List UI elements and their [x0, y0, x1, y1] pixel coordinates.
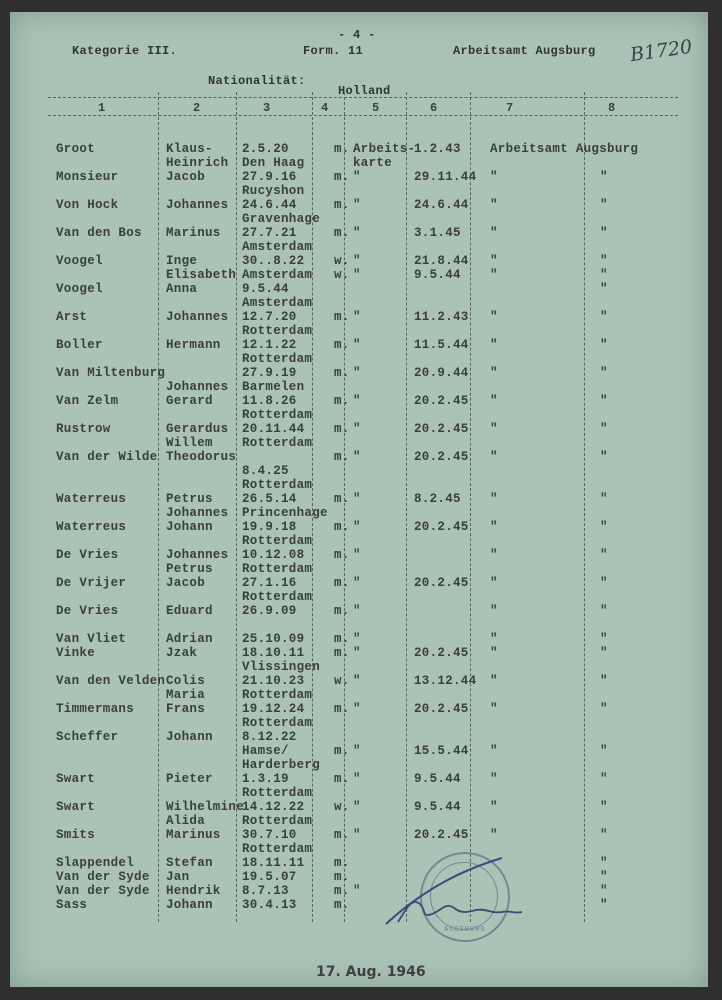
cell-birth: 27.1.16: [242, 576, 297, 590]
cell-ditto: ": [600, 870, 608, 884]
cell-birth: Rotterdam: [242, 352, 313, 366]
column-header-7: 7: [506, 101, 514, 115]
cell-first: Marinus: [166, 828, 221, 842]
cell-first: Hendrik: [166, 884, 221, 898]
cell-name: Groot: [56, 142, 96, 156]
cell-birth: 11.8.26: [242, 394, 297, 408]
cell-ditto: ": [600, 394, 608, 408]
cell-name: Boller: [56, 338, 103, 352]
cell-name: Swart: [56, 800, 96, 814]
cell-date: 15.5.44: [414, 744, 469, 758]
cell-office: ": [490, 366, 498, 380]
cell-card: ": [353, 226, 361, 240]
cell-date: 24.6.44: [414, 198, 469, 212]
cell-birth: Rucyshon: [242, 184, 305, 198]
cell-birth: Rotterdam: [242, 590, 313, 604]
cell-sex: m.: [334, 520, 350, 534]
cell-birth: 26.9.09: [242, 604, 297, 618]
cell-first: Gerard: [166, 394, 213, 408]
column-divider: [158, 92, 159, 922]
cell-birth: 8.12.22: [242, 730, 297, 744]
cell-first: Johannes: [166, 380, 229, 394]
cell-name: Slappendel: [56, 856, 135, 870]
cell-ditto: ": [600, 170, 608, 184]
cell-birth: 12.7.20: [242, 310, 297, 324]
cell-date: 13.12.44: [414, 674, 477, 688]
cell-sex: m.: [334, 310, 350, 324]
cell-ditto: ": [600, 226, 608, 240]
cell-first: Pieter: [166, 772, 213, 786]
cell-office: ": [490, 226, 498, 240]
cell-birth: 30.4.13: [242, 898, 297, 912]
cell-birth: Hamse/: [242, 744, 289, 758]
cell-birth: 9.5.44: [242, 282, 289, 296]
column-divider: [236, 92, 237, 922]
cell-birth: Rotterdam: [242, 688, 313, 702]
cell-birth: 30..8.22: [242, 254, 305, 268]
cell-ditto: ": [600, 674, 608, 688]
column-header-5: 5: [372, 101, 380, 115]
cell-first: Gerardus: [166, 422, 229, 436]
cell-card: ": [353, 268, 361, 282]
cell-card: ": [353, 800, 361, 814]
cell-card: ": [353, 492, 361, 506]
cell-first: Johann: [166, 730, 213, 744]
category-label: Kategorie III.: [72, 44, 178, 58]
cell-ditto: ": [600, 422, 608, 436]
cell-date: 20.2.45: [414, 450, 469, 464]
cell-date: 20.2.45: [414, 394, 469, 408]
cell-card: ": [353, 576, 361, 590]
cell-ditto: ": [600, 254, 608, 268]
cell-ditto: ": [600, 492, 608, 506]
cell-ditto: ": [600, 450, 608, 464]
cell-sex: m.: [334, 548, 350, 562]
stamp-text: AUGSBURG: [444, 926, 486, 934]
cell-card: ": [353, 520, 361, 534]
cell-birth: Harderberg: [242, 758, 321, 772]
cell-ditto: ": [600, 198, 608, 212]
cell-sex: m.: [334, 422, 350, 436]
cell-first: Stefan: [166, 856, 213, 870]
cell-card: ": [353, 884, 361, 898]
cell-name: De Vrijer: [56, 576, 127, 590]
cell-birth: Rotterdam: [242, 786, 313, 800]
cell-office: ": [490, 170, 498, 184]
cell-birth: 26.5.14: [242, 492, 297, 506]
cell-first: Anna: [166, 282, 198, 296]
cell-sex: m.: [334, 856, 350, 870]
cell-office: ": [490, 548, 498, 562]
cell-card: ": [353, 450, 361, 464]
cell-first: Jan: [166, 870, 190, 884]
cell-sex: w.: [334, 674, 350, 688]
cell-office: ": [490, 492, 498, 506]
cell-date: 20.2.45: [414, 828, 469, 842]
cell-ditto: ": [600, 282, 608, 296]
cell-card: karte: [353, 156, 393, 170]
cell-office: ": [490, 604, 498, 618]
cell-ditto: ": [600, 520, 608, 534]
cell-date: 20.2.45: [414, 646, 469, 660]
cell-name: Waterreus: [56, 492, 127, 506]
cell-date: 9.5.44: [414, 268, 461, 282]
cell-name: Vinke: [56, 646, 96, 660]
cell-first: Marinus: [166, 226, 221, 240]
cell-card: ": [353, 702, 361, 716]
received-date-stamp: 17. Aug. 1946: [316, 964, 426, 980]
cell-name: Timmermans: [56, 702, 135, 716]
cell-name: Van den Bos: [56, 226, 142, 240]
cell-birth: 24.6.44: [242, 198, 297, 212]
cell-office: ": [490, 394, 498, 408]
cell-card: ": [353, 338, 361, 352]
cell-first: Petrus: [166, 492, 213, 506]
cell-card: ": [353, 548, 361, 562]
cell-office: ": [490, 632, 498, 646]
cell-sex: m.: [334, 646, 350, 660]
cell-ditto: ": [600, 884, 608, 898]
cell-card: ": [353, 744, 361, 758]
cell-sex: m.: [334, 394, 350, 408]
cell-birth: Den Haag: [242, 156, 305, 170]
cell-birth: 18.11.11: [242, 856, 305, 870]
column-divider: [406, 92, 407, 922]
column-divider: [344, 92, 345, 922]
cell-birth: Rotterdam: [242, 436, 313, 450]
cell-office: ": [490, 268, 498, 282]
cell-birth: 27.9.19: [242, 366, 297, 380]
cell-sex: m.: [334, 702, 350, 716]
cell-sex: m.: [334, 170, 350, 184]
cell-birth: Amsterdam: [242, 240, 313, 254]
cell-birth: Amsterdam: [242, 268, 313, 282]
cell-first: Jacob: [166, 170, 206, 184]
cell-card: ": [353, 366, 361, 380]
cell-office: ": [490, 338, 498, 352]
cell-sex: w.: [334, 254, 350, 268]
cell-birth: Barmelen: [242, 380, 305, 394]
cell-card: ": [353, 604, 361, 618]
cell-birth: Rotterdam: [242, 842, 313, 856]
cell-ditto: ": [600, 268, 608, 282]
cell-sex: m.: [334, 744, 350, 758]
cell-first: Johannes: [166, 310, 229, 324]
cell-birth: Rotterdam: [242, 408, 313, 422]
cell-first: Theodorus: [166, 450, 237, 464]
cell-name: Van Miltenburg: [56, 366, 166, 380]
cell-card: ": [353, 422, 361, 436]
cell-birth: Rotterdam: [242, 814, 313, 828]
cell-sex: m.: [334, 870, 350, 884]
cell-birth: 10.12.08: [242, 548, 305, 562]
cell-first: Alida: [166, 814, 206, 828]
cell-sex: m.: [334, 604, 350, 618]
cell-ditto: ": [600, 646, 608, 660]
cell-office: Arbeitsamt Augsburg: [490, 142, 639, 156]
cell-sex: w.: [334, 800, 350, 814]
cell-date: 9.5.44: [414, 800, 461, 814]
cell-first: Eduard: [166, 604, 213, 618]
cell-card: ": [353, 170, 361, 184]
cell-card: ": [353, 198, 361, 212]
cell-first: Johannes: [166, 506, 229, 520]
column-divider: [584, 92, 585, 922]
cell-name: Van Vliet: [56, 632, 127, 646]
cell-birth: Rotterdam: [242, 478, 313, 492]
cell-card: ": [353, 646, 361, 660]
cell-name: Von Hock: [56, 198, 119, 212]
cell-date: 20.9.44: [414, 366, 469, 380]
cell-first: Johann: [166, 520, 213, 534]
column-header-6: 6: [430, 101, 438, 115]
cell-birth: Rotterdam: [242, 716, 313, 730]
cell-birth: Rotterdam: [242, 562, 313, 576]
cell-first: Frans: [166, 702, 206, 716]
cell-card: Arbeits-: [353, 142, 416, 156]
page-number: - 4 -: [338, 28, 376, 42]
cell-birth: 20.11.44: [242, 422, 305, 436]
cell-sex: m.: [334, 338, 350, 352]
cell-date: 29.11.44: [414, 170, 477, 184]
cell-first: Petrus: [166, 562, 213, 576]
column-header-1: 1: [98, 101, 106, 115]
cell-sex: m.: [334, 772, 350, 786]
cell-ditto: ": [600, 366, 608, 380]
cell-name: Sass: [56, 898, 88, 912]
cell-office: ": [490, 674, 498, 688]
cell-ditto: ": [600, 576, 608, 590]
cell-birth: 25.10.09: [242, 632, 305, 646]
cell-office: ": [490, 254, 498, 268]
cell-name: Van der Syde: [56, 870, 150, 884]
cell-name: Scheffer: [56, 730, 119, 744]
cell-first: Willem: [166, 436, 213, 450]
cell-name: Voogel: [56, 254, 103, 268]
cell-card: ": [353, 254, 361, 268]
column-header-3: 3: [263, 101, 271, 115]
cell-card: ": [353, 674, 361, 688]
cell-card: ": [353, 310, 361, 324]
cell-card: ": [353, 828, 361, 842]
cell-office: ": [490, 198, 498, 212]
cell-date: 21.8.44: [414, 254, 469, 268]
column-header-2: 2: [193, 101, 201, 115]
cell-office: ": [490, 450, 498, 464]
signature: [382, 854, 532, 934]
office-title: Arbeitsamt Augsburg: [453, 44, 596, 58]
cell-ditto: ": [600, 632, 608, 646]
cell-name: Van den Velden: [56, 674, 166, 688]
form-number: Form. 11: [303, 44, 364, 58]
cell-ditto: ": [600, 744, 608, 758]
document-page: [10, 12, 708, 987]
cell-birth: Rotterdam: [242, 534, 313, 548]
cell-sex: m.: [334, 366, 350, 380]
cell-sex: w.: [334, 268, 350, 282]
column-header-4: 4: [321, 101, 329, 115]
cell-name: Voogel: [56, 282, 103, 296]
cell-date: 11.2.43: [414, 310, 469, 324]
cell-birth: 19.12.24: [242, 702, 305, 716]
cell-ditto: ": [600, 772, 608, 786]
cell-birth: 8.7.13: [242, 884, 289, 898]
cell-sex: m.: [334, 450, 350, 464]
cell-office: ": [490, 646, 498, 660]
cell-first: Hermann: [166, 338, 221, 352]
cell-birth: 19.5.07: [242, 870, 297, 884]
cell-birth: Gravenhage: [242, 212, 321, 226]
cell-ditto: ": [600, 898, 608, 912]
cell-name: Swart: [56, 772, 96, 786]
cell-birth: 27.7.21: [242, 226, 297, 240]
cell-first: Wilhelmine: [166, 800, 245, 814]
cell-ditto: ": [600, 800, 608, 814]
cell-birth: 1.3.19: [242, 772, 289, 786]
cell-name: Van der Wilde: [56, 450, 158, 464]
cell-ditto: ": [600, 702, 608, 716]
handwritten-reference: B1720: [628, 35, 694, 67]
cell-name: Smits: [56, 828, 96, 842]
cell-card: ": [353, 632, 361, 646]
cell-ditto: ": [600, 828, 608, 842]
cell-date: 3.1.45: [414, 226, 461, 240]
cell-date: 11.5.44: [414, 338, 469, 352]
cell-first: Adrian: [166, 632, 213, 646]
cell-name: Waterreus: [56, 520, 127, 534]
cell-office: ": [490, 422, 498, 436]
cell-first: Jacob: [166, 576, 206, 590]
cell-birth: 21.10.23: [242, 674, 305, 688]
cell-birth: 30.7.10: [242, 828, 297, 842]
cell-birth: 19.9.18: [242, 520, 297, 534]
cell-birth: Vlissingen: [242, 660, 321, 674]
cell-card: ": [353, 772, 361, 786]
cell-office: ": [490, 744, 498, 758]
cell-sex: m.: [334, 632, 350, 646]
cell-birth: 12.1.22: [242, 338, 297, 352]
cell-sex: m.: [334, 828, 350, 842]
cell-first: Klaus-: [166, 142, 213, 156]
cell-birth: 14.12.22: [242, 800, 305, 814]
cell-office: ": [490, 772, 498, 786]
cell-first: Maria: [166, 688, 206, 702]
cell-ditto: ": [600, 548, 608, 562]
cell-name: Arst: [56, 310, 88, 324]
cell-date: 20.2.45: [414, 702, 469, 716]
cell-ditto: ": [600, 604, 608, 618]
cell-sex: m.: [334, 226, 350, 240]
cell-office: ": [490, 828, 498, 842]
column-header-8: 8: [608, 101, 616, 115]
cell-first: Heinrich: [166, 156, 229, 170]
cell-first: Inge: [166, 254, 198, 268]
nationality-label: Nationalität:: [208, 74, 306, 88]
cell-birth: 27.9.16: [242, 170, 297, 184]
cell-office: ": [490, 520, 498, 534]
cell-date: 1.2.43: [414, 142, 461, 156]
cell-birth: Amsterdam: [242, 296, 313, 310]
column-divider: [470, 92, 471, 922]
cell-birth: 2.5.20: [242, 142, 289, 156]
cell-sex: m.: [334, 492, 350, 506]
cell-date: 8.2.45: [414, 492, 461, 506]
cell-date: 20.2.45: [414, 422, 469, 436]
cell-date: 9.5.44: [414, 772, 461, 786]
cell-sex: m.: [334, 898, 350, 912]
cell-name: De Vries: [56, 604, 119, 618]
cell-ditto: ": [600, 310, 608, 324]
cell-name: Rustrow: [56, 422, 111, 436]
cell-date: 20.2.45: [414, 576, 469, 590]
cell-office: ": [490, 576, 498, 590]
nationality-value: Holland: [338, 84, 391, 98]
cell-sex: m.: [334, 198, 350, 212]
cell-first: Jzak: [166, 646, 198, 660]
cell-office: ": [490, 800, 498, 814]
cell-name: De Vries: [56, 548, 119, 562]
cell-name: Van der Syde: [56, 884, 150, 898]
cell-ditto: ": [600, 856, 608, 870]
cell-first: Elisabeth: [166, 268, 237, 282]
cell-name: Van Zelm: [56, 394, 119, 408]
cell-date: 20.2.45: [414, 520, 469, 534]
cell-sex: m.: [334, 576, 350, 590]
cell-birth: Princenhage: [242, 506, 328, 520]
cell-first: Johannes: [166, 198, 229, 212]
cell-birth: 8.4.25: [242, 464, 289, 478]
cell-birth: 18.10.11: [242, 646, 305, 660]
cell-card: ": [353, 394, 361, 408]
cell-office: ": [490, 702, 498, 716]
cell-name: Monsieur: [56, 170, 119, 184]
cell-office: ": [490, 310, 498, 324]
cell-sex: m.: [334, 884, 350, 898]
cell-first: Johannes: [166, 548, 229, 562]
cell-sex: m.: [334, 142, 350, 156]
cell-first: Colis: [166, 674, 206, 688]
cell-birth: Rotterdam: [242, 324, 313, 338]
cell-ditto: ": [600, 338, 608, 352]
cell-first: Johann: [166, 898, 213, 912]
